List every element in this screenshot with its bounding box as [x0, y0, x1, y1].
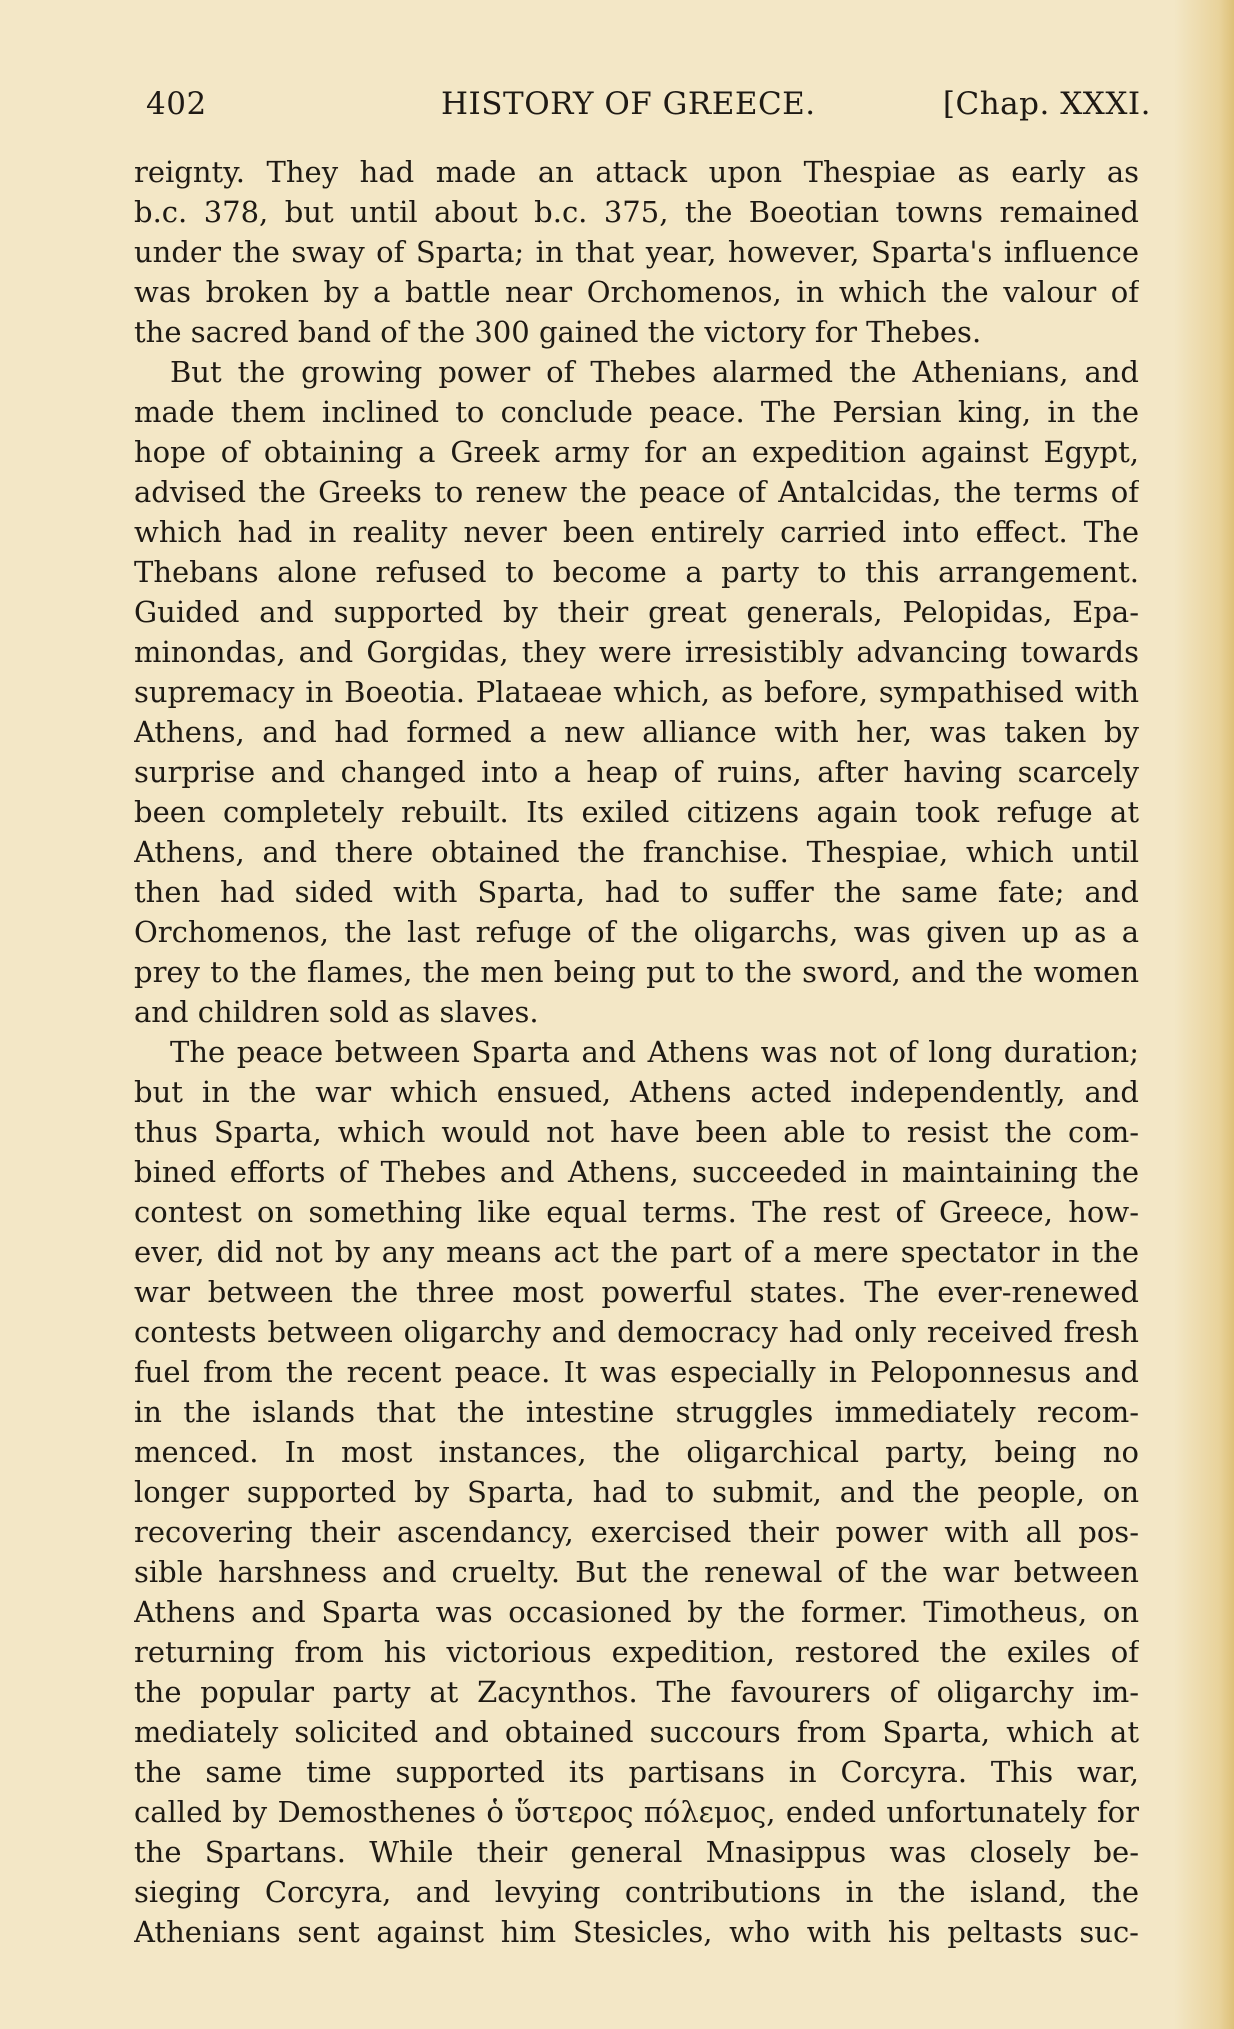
text-line: returning from his victorious expedition, restored the exiles of [134, 1635, 1139, 1669]
chapter-reference: [Chap. XXXI. [942, 86, 1151, 122]
text-line: the sacred band of the 300 gained the victory for Thebes. [134, 315, 982, 349]
text-line: the Spartans. While their general Mnasippus was closely be- [134, 1835, 1139, 1869]
text-line: then had sided with Sparta, had to suffer the same fate; and [134, 875, 1139, 909]
text-line: thus Sparta, which would not have been able to resist the com- [134, 1115, 1139, 1149]
text-line: the popular party at Zacynthos. The favourers of oligarchy im- [134, 1675, 1139, 1709]
page-edge-shadow [1174, 0, 1234, 2029]
text-line: in the islands that the intestine struggles immediately recom- [134, 1395, 1139, 1429]
text-line: minondas, and Gorgidas, they were irresistibly advancing towards [134, 635, 1139, 669]
text-line: Athens, and had formed a new alliance with her, was taken by [134, 715, 1139, 749]
text-line: hope of obtaining a Greek army for an expedition against Egypt, [134, 435, 1139, 469]
text-line: Athenians sent against him Stesicles, who with his peltasts suc- [134, 1915, 1139, 1949]
text-line: advised the Greeks to renew the peace of Antalcidas, the terms of [134, 475, 1139, 509]
text-line: bined efforts of Thebes and Athens, succeeded in maintaining the [134, 1155, 1139, 1189]
text-line: reignty. They had made an attack upon Thespiae as early as [134, 155, 1139, 189]
text-line: called by Demosthenes ὁ ὕστερος πόλεμος, ended unfortunately for [134, 1795, 1139, 1829]
text-line: Thebans alone refused to become a party to this arrangement. [134, 555, 1139, 589]
text-line: menced. In most instances, the oligarchical party, being no [134, 1435, 1139, 1469]
text-line: made them inclined to conclude peace. The Persian king, in the [134, 395, 1139, 429]
text-line: Athens, and there obtained the franchise. Thespiae, which until [134, 835, 1139, 869]
text-line: mediately solicited and obtained succours from Sparta, which at [134, 1715, 1139, 1749]
body-text [134, 152, 1139, 1952]
text-line: but in the war which ensued, Athens acted independently, and [134, 1075, 1139, 1109]
text-line: b.c. 378, but until about b.c. 375, the Boeotian towns remained [134, 195, 1139, 229]
running-header [146, 86, 1151, 134]
text-line: The peace between Sparta and Athens was not of long duration; [170, 1035, 1139, 1069]
text-line: longer supported by Sparta, had to submit, and the people, on [134, 1475, 1139, 1509]
text-line: sible harshness and cruelty. But the renewal of the war between [134, 1555, 1139, 1589]
text-line: But the growing power of Thebes alarmed the Athenians, and [170, 355, 1139, 389]
text-line: and children sold as slaves. [134, 995, 539, 1029]
text-line: war between the three most powerful states. The ever-renewed [134, 1275, 1139, 1309]
running-title: HISTORY OF GREECE. [441, 86, 816, 122]
text-line: Guided and supported by their great generals, Pelopidas, Epa- [134, 595, 1139, 629]
text-line: was broken by a battle near Orchomenos, in which the valour of [134, 275, 1139, 309]
text-line: been completely rebuilt. Its exiled citizens again took refuge at [134, 795, 1139, 829]
text-line: sieging Corcyra, and levying contributions in the island, the [134, 1875, 1139, 1909]
text-line: the same time supported its partisans in Corcyra. This war, [134, 1755, 1139, 1789]
text-line: Athens and Sparta was occasioned by the former. Timotheus, on [134, 1595, 1139, 1629]
page-number: 402 [146, 86, 207, 122]
text-line: supremacy in Boeotia. Plataeae which, as before, sympathised with [134, 675, 1139, 709]
text-line: contest on something like equal terms. The rest of Greece, how- [134, 1195, 1139, 1229]
text-line: ever, did not by any means act the part of a mere spectator in the [134, 1235, 1139, 1269]
text-line: under the sway of Sparta; in that year, however, Sparta's influence [134, 235, 1139, 269]
text-line: Orchomenos, the last refuge of the oligarchs, was given up as a [134, 915, 1139, 949]
text-line: surprise and changed into a heap of ruins, after having scarcely [134, 755, 1139, 789]
text-line: fuel from the recent peace. It was especially in Peloponnesus and [134, 1355, 1139, 1389]
text-line: prey to the flames, the men being put to the sword, and the women [134, 955, 1139, 989]
text-line: which had in reality never been entirely carried into effect. The [134, 515, 1139, 549]
text-line: contests between oligarchy and democracy had only received fresh [134, 1315, 1139, 1349]
text-line: recovering their ascendancy, exercised their power with all pos- [134, 1515, 1139, 1549]
